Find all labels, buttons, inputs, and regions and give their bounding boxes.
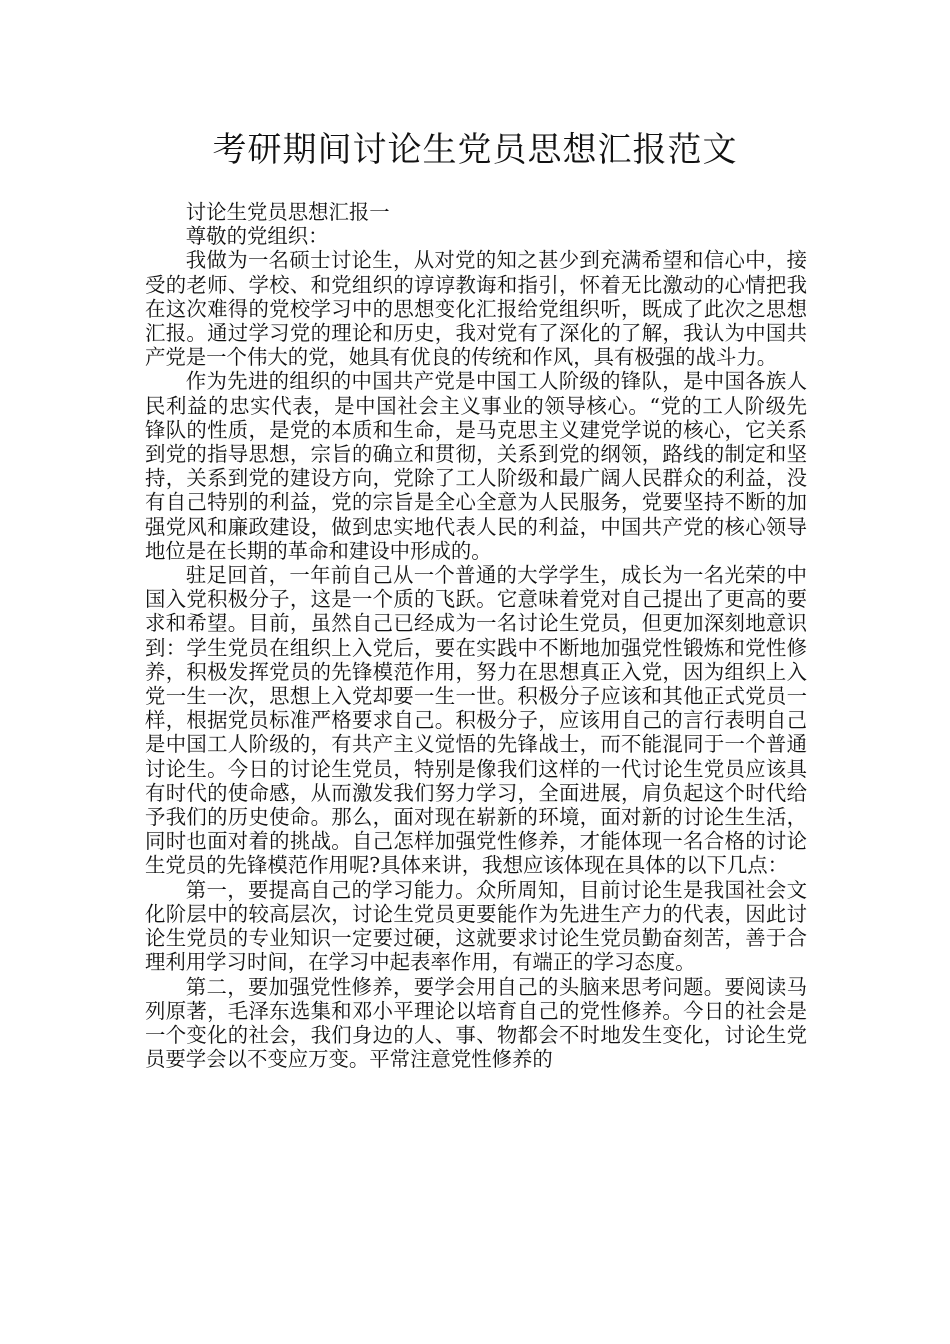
- paragraph-point-one: 第一，要提高自己的学习能力。众所周知，目前讨论生是我国社会文化阶层中的较高层次，讨论生党员更要能作为先进生产力的代表，因此讨论生党员的专业知识一定要过硬，这就要求讨论生党员勤奋刻苦，善于合理利用学习时间，在学习中起表率作用，有端正的学习态度。: [145, 877, 807, 975]
- section-heading: 讨论生党员思想汇报一: [185, 200, 390, 224]
- paragraph-point-two: 第二，要加强党性修养，要学会用自己的头脑来思考问题。要阅读马列原著，毛泽东选集和邓小平理论以培育自己的党性修养。今日的社会是一个变化的社会，我们身边的人、事、物都会不时地发生变化，讨论生党员要学会以不变应万变。平常注意党性修养的: [145, 974, 807, 1072]
- document-title: 考研期间讨论生党员思想汇报范文: [212, 130, 738, 170]
- paragraph-reflection: 驻足回首，一年前自己从一个普通的大学学生，成长为一名光荣的中国入党积极分子，这是一个质的飞跃。它意味着党对自己提出了更高的要求和希望。目前，虽然自己已经成为一名讨论生党员，但更加深刻地意识到：学生党员在组织上入党后，要在实践中不断地加强党性锻炼和党性修养，积极发挥党员的先锋模范作用，努力在思想真正入党，因为组织上入党一生一次，思想上入党却要一生一世。积极分子应该和其他正式党员一样，根据党员标准严格要求自己。积极分子，应该用自己的言行表明自己是中国工人阶级的，有共产主义觉悟的先锋战士，而不能混同于一个普通讨论生。今日的讨论生党员，特别是像我们这样的一代讨论生党员应该具有时代的使命感，从而激发我们努力学习，全面进展，肩负起这个时代给予我们的历史使命。那么，面对现在崭新的环境，面对新的讨论生生活，同时也面对着的挑战。自己怎样加强党性修养，才能体现一名合格的讨论生党员的先锋模范作用呢?具体来讲，我想应该体现在具体的以下几点：: [145, 563, 807, 878]
- paragraph-intro: 我做为一名硕士讨论生，从对党的知之甚少到充满希望和信心中，接受的老师、学校、和党组织的谆谆教诲和指引，怀着无比激动的心情把我在这次难得的党校学习中的思想变化汇报给党组织听，既成了此次之思想汇报。通过学习党的理论和历史，我对党有了深化的了解，我认为中国共产党是一个伟大的党，她具有优良的传统和作风，具有极强的战斗力。: [145, 248, 807, 370]
- document-body: [145, 200, 807, 1071]
- paragraph-party-nature: 作为先进的组织的中国共产党是中国工人阶级的锋队，是中国各族人民利益的忠实代表，是中国社会主义事业的领导核心。“党的工人阶级先锋队的性质，是党的本质和生命，是马克思主义建党学说的核心，它关系到党的指导思想，宗旨的确立和贯彻，关系到党的纲领，路线的制定和坚持，关系到党的建设方向，党除了工人阶级和最广阔人民群众的利益，没有自己特别的利益，党的宗旨是全心全意为人民服务，党要坚持不断的加强党风和廉政建设，做到忠实地代表人民的利益，中国共产党的核心领导地位是在长期的革命和建设中形成的。: [145, 369, 807, 563]
- salutation: 尊敬的党组织：: [185, 224, 329, 249]
